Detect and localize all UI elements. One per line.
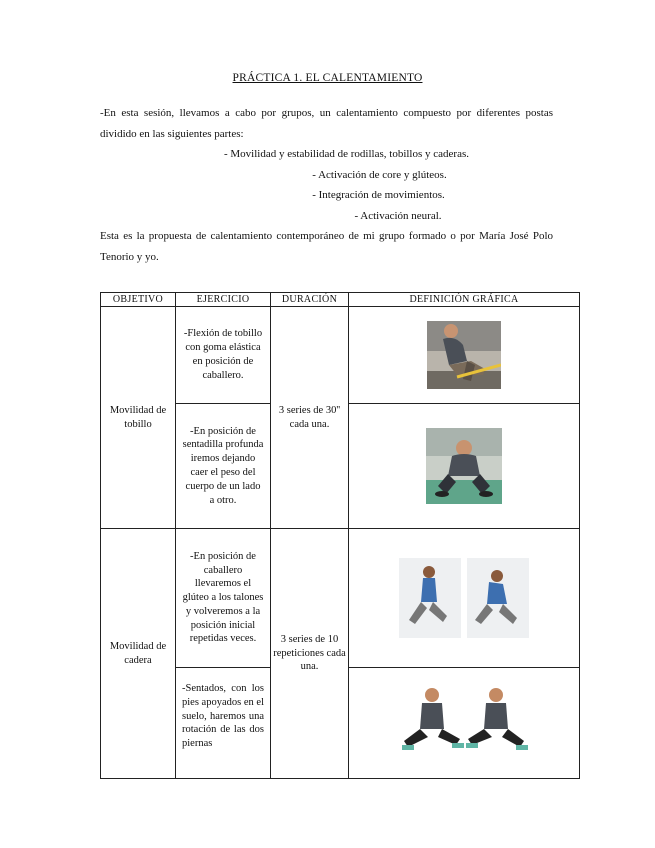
duration-cell: 3 series de 30'' cada una. <box>271 307 349 529</box>
header-exercise: EJERCICIO <box>176 293 271 307</box>
exercise-cell: -Flexión de tobillo con goma elástica en posición de caballero. <box>176 307 271 404</box>
warmup-table <box>100 292 580 779</box>
kneeling-hip-photo <box>399 558 529 638</box>
objective-cell: Movilidad de cadera <box>101 529 176 779</box>
page-title: PRÁCTICA 1. EL CALENTAMIENTO <box>232 72 423 84</box>
list-item: - Activación de core y glúteos. <box>312 168 447 181</box>
seated-rotation-photo <box>398 683 530 763</box>
deep-squat-photo <box>426 428 502 504</box>
group-paragraph: Esta es la propuesta de calentamiento contemporáneo de mi grupo formado o por María José Polo Tenorio y yo. <box>100 230 553 263</box>
list-item: - Movilidad y estabilidad de rodillas, tobillos y caderas. <box>223 148 469 160</box>
table-row <box>101 529 580 668</box>
graphic-cell <box>349 307 580 404</box>
table-row <box>101 307 580 404</box>
exercise-cell: -En posición de sentadilla profunda iremos dejando caer el peso del cuerpo de un lado a otro. <box>176 404 271 529</box>
list-item: - Activación neural. <box>354 209 442 222</box>
header-graphic: DEFINICIÓN GRÁFICA <box>349 293 580 307</box>
graphic-cell <box>349 529 580 668</box>
exercise-cell: -En posición de caballero llevaremos el glúteo a los talones y volveremos a la posición inicial repetidas veces. <box>176 529 271 668</box>
list-item: - Integración de movimientos. <box>312 189 445 201</box>
table-header-row <box>101 293 580 307</box>
intro-paragraph: -En esta sesión, llevamos a cabo por grupos, un calentamiento compuesto por diferentes postas dividido en las siguientes partes: <box>100 107 553 140</box>
duration-cell: 3 series de 10 repeticiones cada una. <box>271 529 349 779</box>
header-objective: OBJETIVO <box>101 293 176 307</box>
graphic-cell <box>349 404 580 529</box>
ankle-band-photo <box>427 321 501 389</box>
intro-section <box>100 103 553 267</box>
header-duration: DURACIÓN <box>271 293 349 307</box>
exercise-cell: -Sentados, con los pies apoyados en el suelo, haremos una rotación de las dos piernas <box>176 668 271 779</box>
graphic-cell <box>349 668 580 779</box>
objective-cell: Movilidad de tobillo <box>101 307 176 529</box>
